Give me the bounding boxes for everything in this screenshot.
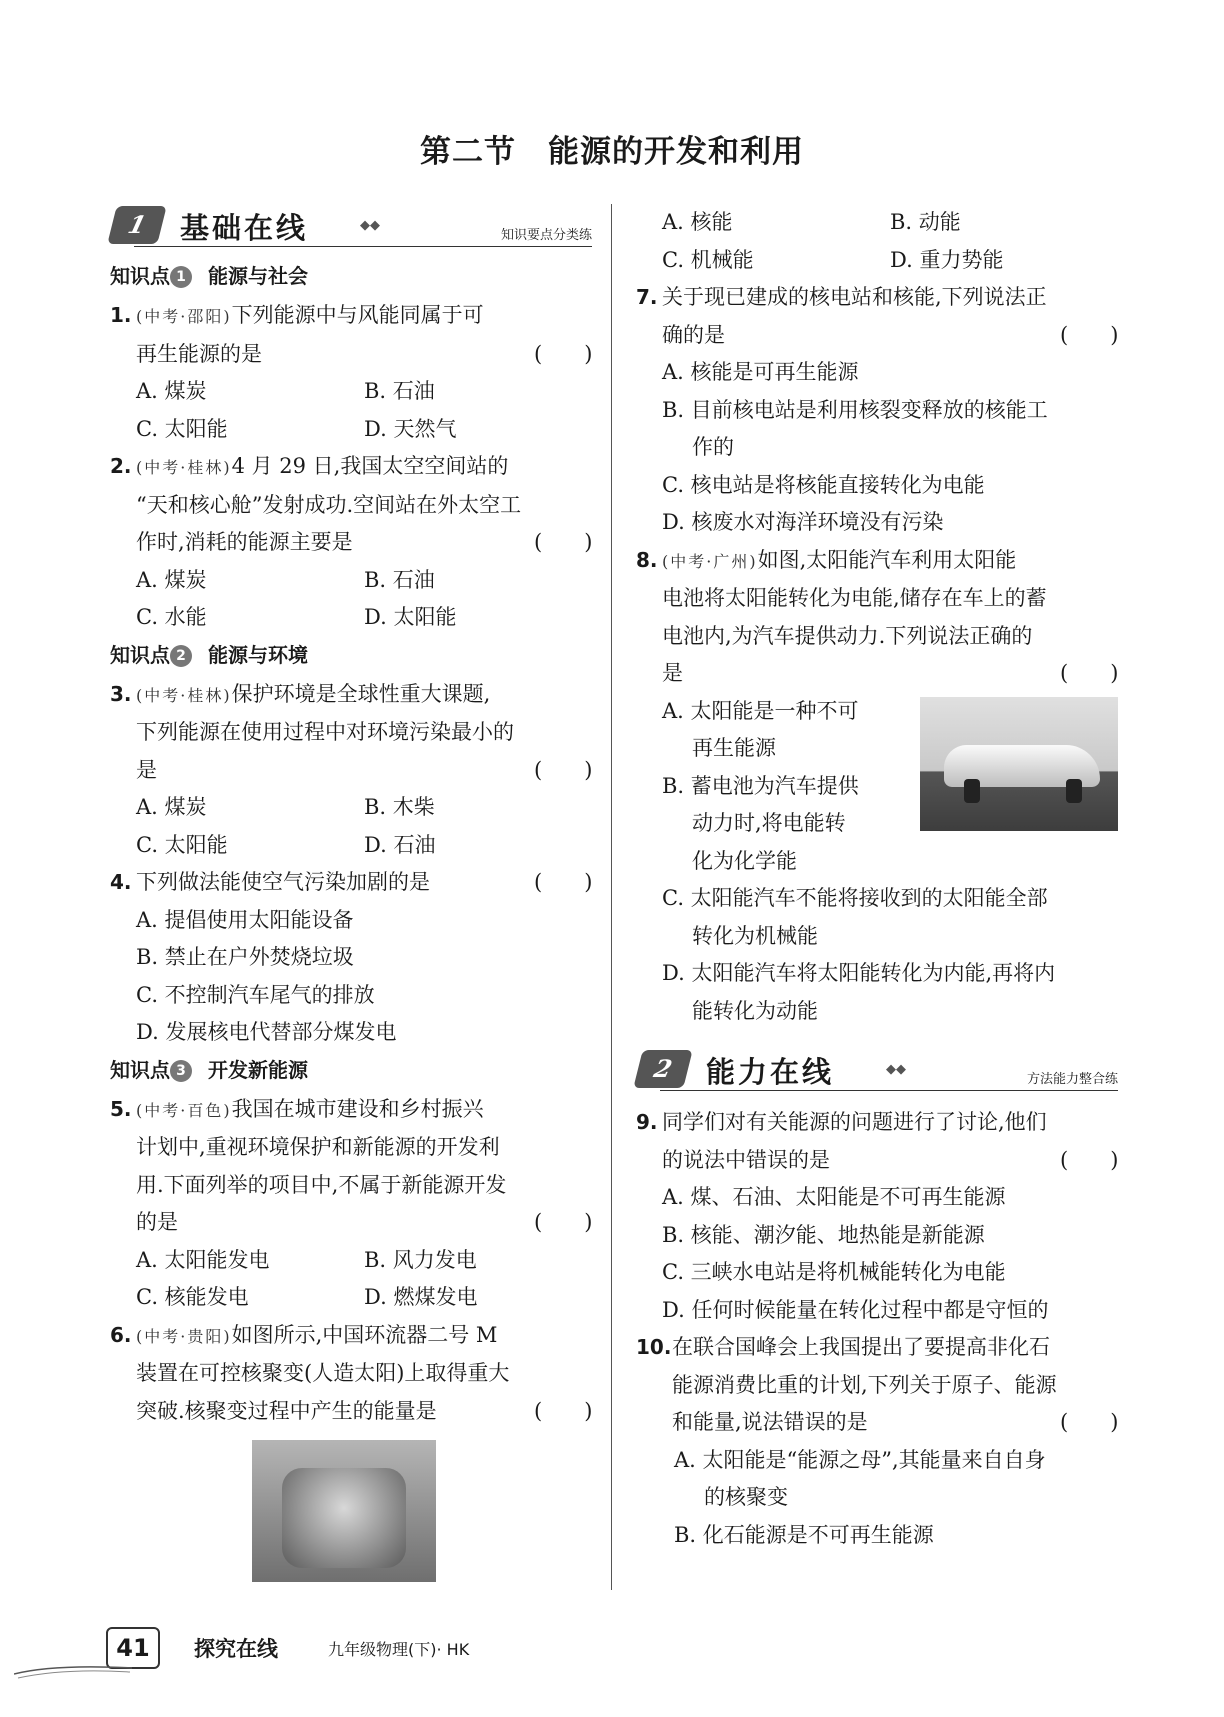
option-b[interactable]: B. 动能 <box>890 210 961 234</box>
question-3: 3. (中考·桂林)保护环境是全球性重大课题, 下列能源在使用过程中对环境污染最小的 是 ( ) <box>110 676 592 790</box>
question-1: 1. (中考·邵阳)下列能源中与风能同属于可 再生能源的是 ( ) <box>110 297 592 373</box>
section-badge-1: 1 <box>107 206 166 244</box>
kp-number-badge: 3 <box>170 1060 192 1082</box>
knowledge-point-3: 知识点 3 开发新能源 <box>110 1057 308 1082</box>
option-c[interactable]: C. 核能发电 <box>136 1285 249 1309</box>
option-a[interactable]: A. 煤、石油、太阳能是不可再生能源 <box>662 1185 1006 1209</box>
banner-rule <box>134 246 592 247</box>
page-title <box>0 126 1224 171</box>
section-title: 能源的开发和利用 <box>548 134 804 170</box>
option-c[interactable]: C. 不控制汽车尾气的排放 <box>136 982 375 1007</box>
section-name: 基础在线 <box>180 211 309 245</box>
section-name: 能力在线 <box>706 1055 835 1089</box>
answer-blank[interactable]: ( ) <box>534 1210 593 1234</box>
answer-blank[interactable]: ( ) <box>534 757 593 782</box>
option-b[interactable]: B. 化石能源是不可再生能源 <box>674 1522 934 1547</box>
decor-dots-icon: ◆◆ <box>886 1062 906 1077</box>
option-a[interactable]: A. 煤炭 <box>136 795 207 819</box>
option-a[interactable]: A. 煤炭 <box>136 379 207 403</box>
option-b[interactable]: B. 目前核电站是利用核裂变释放的核能工 作的 <box>662 397 1048 459</box>
option-c[interactable]: C. 核电站是将核能直接转化为电能 <box>662 472 985 497</box>
answer-blank[interactable]: ( ) <box>534 870 593 894</box>
option-b[interactable]: B. 蓄电池为汽车提供 动力时,将电能转 化为化学能 <box>662 773 859 873</box>
section-banner-basic <box>110 200 592 252</box>
q2-options <box>110 562 592 637</box>
column-divider <box>611 204 612 1590</box>
option-a[interactable]: A. 煤炭 <box>136 567 207 592</box>
option-c[interactable]: C. 三峡水电站是将机械能转化为电能 <box>662 1260 1006 1284</box>
option-c[interactable]: C. 太阳能 <box>136 416 228 441</box>
option-d[interactable]: D. 核废水对海洋环境没有污染 <box>662 510 944 534</box>
answer-blank[interactable]: ( ) <box>1060 322 1119 347</box>
section-subtitle: 知识要点分类练 <box>500 228 592 243</box>
section-badge-2: 2 <box>633 1050 692 1088</box>
option-d[interactable]: D. 太阳能 <box>364 605 457 629</box>
option-a[interactable]: A. 太阳能是一种不可 再生能源 <box>662 698 859 760</box>
option-d[interactable]: D. 太阳能汽车将太阳能转化为内能,再将内 能转化为动能 <box>662 961 1056 1023</box>
option-a[interactable]: A. 太阳能发电 <box>136 1247 270 1272</box>
q6-options <box>636 204 1118 279</box>
option-b[interactable]: B. 禁止在户外焚烧垃圾 <box>136 945 354 969</box>
option-c[interactable]: C. 水能 <box>136 605 207 629</box>
answer-blank[interactable]: ( ) <box>1060 1147 1119 1172</box>
option-b[interactable]: B. 风力发电 <box>364 1247 477 1272</box>
option-d[interactable]: D. 重力势能 <box>890 247 1004 272</box>
question-8: 8. (中考·广州)如图,太阳能汽车利用太阳能 电池将太阳能转化为电能,储存在车上的蓄 电池内,为汽车提供动力.下列说法正确的 是 ( ) <box>636 542 1118 693</box>
option-d[interactable]: D. 石油 <box>364 832 436 857</box>
option-a[interactable]: A. 太阳能是“能源之母”,其能量来自自身 的核聚变 <box>674 1447 1046 1509</box>
option-b[interactable]: B. 石油 <box>364 379 435 403</box>
question-5: 5. (中考·百色)我国在城市建设和乡村振兴 计划中,重视环境保护和新能源的开发利 用.下面列举的项目中,不属于新能源开发 的是 ( ) <box>110 1091 592 1242</box>
section-subtitle: 方法能力整合练 <box>1026 1072 1118 1087</box>
q3-options <box>110 789 592 864</box>
section-number: 第二节 <box>420 134 516 170</box>
kp-number-badge: 1 <box>170 266 192 288</box>
banner-rule <box>660 1090 1118 1091</box>
option-c[interactable]: C. 太阳能 <box>136 832 228 857</box>
tokamak-reactor-photo <box>252 1440 436 1582</box>
question-10: 10. 在联合国峰会上我国提出了要提高非化石 能源消费比重的计划,下列关于原子、能源 和能量,说法错误的是 ( ) <box>636 1329 1118 1442</box>
option-b[interactable]: B. 木柴 <box>364 795 435 819</box>
section-banner-ability <box>636 1044 1118 1096</box>
q5-options <box>110 1242 592 1317</box>
option-d[interactable]: D. 任何时候能量在转化过程中都是守恒的 <box>662 1297 1049 1322</box>
option-c[interactable]: C. 太阳能汽车不能将接收到的太阳能全部 转化为机械能 <box>662 886 1048 948</box>
q1-options <box>110 373 592 448</box>
option-c[interactable]: C. 机械能 <box>662 247 754 272</box>
answer-blank[interactable]: ( ) <box>534 1398 593 1423</box>
book-brand: 探究在线 <box>194 1637 278 1661</box>
swoosh-decoration-icon <box>14 1660 134 1680</box>
knowledge-point-1: 知识点 1 能源与社会 <box>110 264 308 288</box>
answer-blank[interactable]: ( ) <box>534 530 593 554</box>
question-4: 4. 下列做法能使空气污染加剧的是 ( ) <box>110 864 592 902</box>
book-grade: 九年级物理(下)· HK <box>328 1640 470 1659</box>
solar-car-photo <box>920 697 1118 831</box>
option-d[interactable]: D. 发展核电代替部分煤发电 <box>136 1020 397 1044</box>
page-number: 41 <box>106 1627 160 1669</box>
right-column <box>636 204 1118 1554</box>
option-a[interactable]: A. 核能是可再生能源 <box>662 360 859 384</box>
option-a[interactable]: A. 提倡使用太阳能设备 <box>136 907 354 932</box>
q8-options-with-photo <box>636 693 1118 881</box>
answer-blank[interactable]: ( ) <box>534 341 593 366</box>
option-b[interactable]: B. 石油 <box>364 567 435 592</box>
answer-blank[interactable]: ( ) <box>1060 661 1119 685</box>
kp-number-badge: 2 <box>170 645 192 667</box>
option-a[interactable]: A. 核能 <box>662 210 733 234</box>
question-7: 7. 关于现已建成的核电站和核能,下列说法正 确的是 ( ) <box>636 279 1118 354</box>
question-6: 6. (中考·贵阳)如图所示,中国环流器二号 M 装置在可控核聚变(人造太阳)上取得重大 突破.核聚变过程中产生的能量是 ( ) <box>110 1317 592 1431</box>
option-b[interactable]: B. 核能、潮汐能、地热能是新能源 <box>662 1222 985 1247</box>
answer-blank[interactable]: ( ) <box>1060 1410 1119 1434</box>
question-2: 2. (中考·桂林)4 月 29 日,我国太空空间站的 “天和核心舱”发射成功.空间站在外太空工 作时,消耗的能源主要是 ( ) <box>110 448 592 562</box>
option-d[interactable]: D. 天然气 <box>364 416 457 441</box>
option-d[interactable]: D. 燃煤发电 <box>364 1285 478 1309</box>
question-9: 9. 同学们对有关能源的问题进行了讨论,他们 的说法中错误的是 ( ) <box>636 1104 1118 1179</box>
left-column <box>110 200 592 1582</box>
decor-dots-icon: ◆◆ <box>360 218 380 233</box>
knowledge-point-2: 知识点 2 能源与环境 <box>110 642 308 667</box>
